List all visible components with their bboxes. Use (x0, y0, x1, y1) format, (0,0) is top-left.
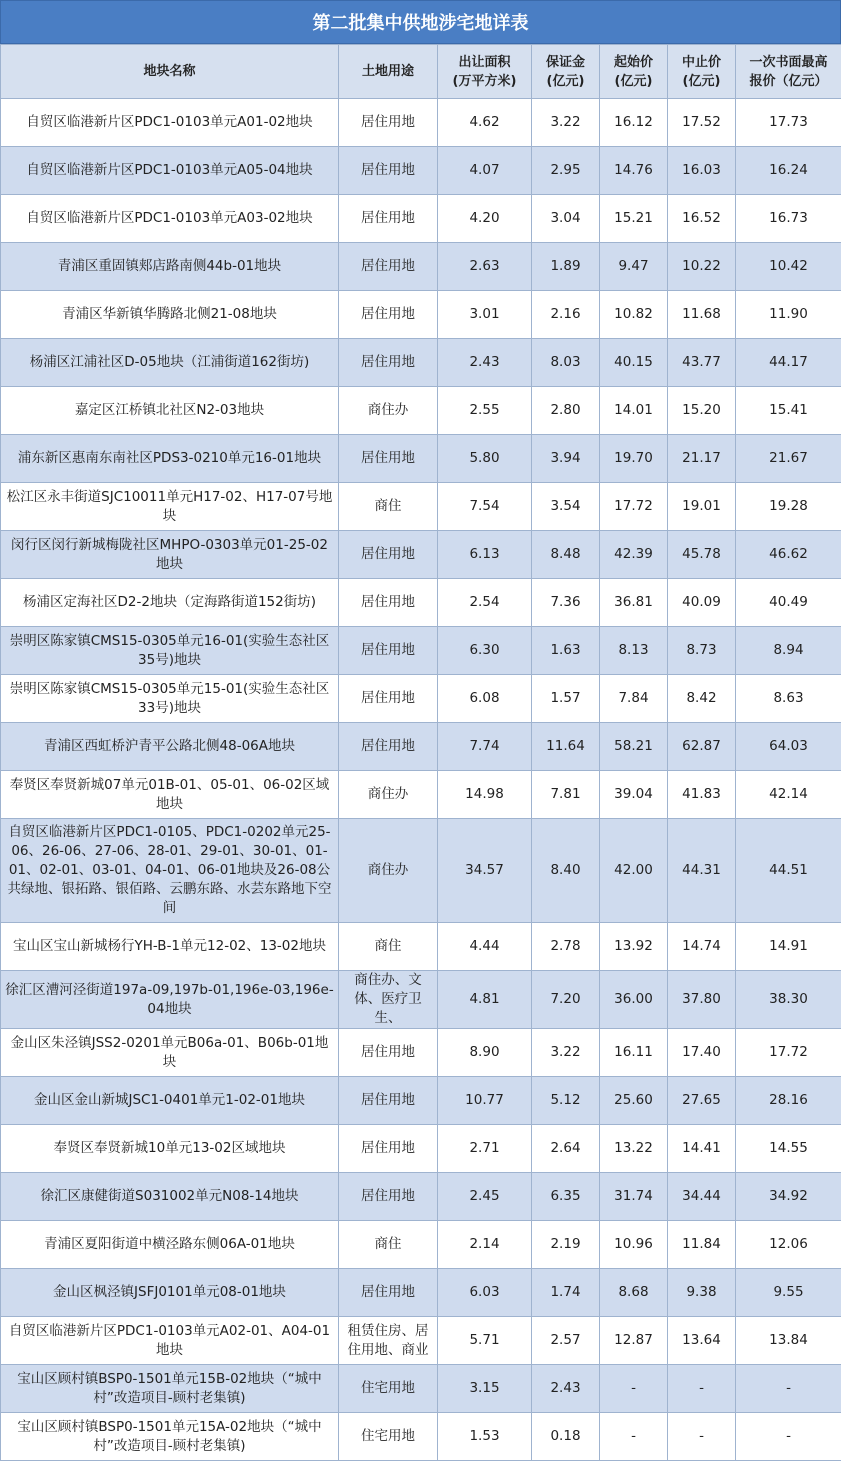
table-row (1, 579, 841, 627)
cell-cap-price: 34.44 (668, 1173, 736, 1221)
cell-top-bid: 34.92 (736, 1173, 841, 1221)
cell-top-bid: - (736, 1413, 841, 1461)
cell-cap-price: 37.80 (668, 971, 736, 1029)
cell-plot-name: 青浦区重固镇郏店路南侧44b-01地块 (1, 243, 339, 291)
land-table (0, 44, 841, 1461)
cell-top-bid: 44.17 (736, 339, 841, 387)
table-row (1, 971, 841, 1029)
cell-land-use: 居住用地 (339, 1077, 438, 1125)
cell-deposit: 3.22 (532, 1029, 600, 1077)
cell-deposit: 2.19 (532, 1221, 600, 1269)
cell-deposit: 5.12 (532, 1077, 600, 1125)
table-row (1, 99, 841, 147)
cell-start-price: 14.01 (600, 387, 668, 435)
cell-deposit: 6.35 (532, 1173, 600, 1221)
cell-cap-price: 44.31 (668, 819, 736, 923)
cell-top-bid: 21.67 (736, 435, 841, 483)
cell-deposit: 1.74 (532, 1269, 600, 1317)
cell-plot-name: 奉贤区奉贤新城07单元01B-01、05-01、06-02区域地块 (1, 771, 339, 819)
table-row (1, 435, 841, 483)
table-row (1, 1269, 841, 1317)
cell-plot-name: 浦东新区惠南东南社区PDS3-0210单元16-01地块 (1, 435, 339, 483)
cell-start-price: 17.72 (600, 483, 668, 531)
table-row (1, 1221, 841, 1269)
cell-plot-name: 崇明区陈家镇CMS15-0305单元15-01(实验生态社区33号)地块 (1, 675, 339, 723)
cell-land-use: 居住用地 (339, 195, 438, 243)
cell-top-bid: 10.42 (736, 243, 841, 291)
cell-start-price: 19.70 (600, 435, 668, 483)
cell-cap-price: 8.73 (668, 627, 736, 675)
cell-area: 5.71 (438, 1317, 532, 1365)
cell-top-bid: 12.06 (736, 1221, 841, 1269)
cell-area: 2.71 (438, 1125, 532, 1173)
cell-top-bid: 40.49 (736, 579, 841, 627)
cell-plot-name: 崇明区陈家镇CMS15-0305单元16-01(实验生态社区35号)地块 (1, 627, 339, 675)
cell-land-use: 租赁住房、居住用地、商业 (339, 1317, 438, 1365)
cell-start-price: 36.81 (600, 579, 668, 627)
cell-deposit: 2.16 (532, 291, 600, 339)
cell-cap-price: 62.87 (668, 723, 736, 771)
cell-deposit: 2.95 (532, 147, 600, 195)
cell-deposit: 2.80 (532, 387, 600, 435)
cell-deposit: 2.57 (532, 1317, 600, 1365)
header-land-use: 土地用途 (339, 45, 438, 99)
cell-land-use: 居住用地 (339, 1125, 438, 1173)
cell-area: 34.57 (438, 819, 532, 923)
cell-plot-name: 徐汇区康健街道S031002单元N08-14地块 (1, 1173, 339, 1221)
cell-land-use: 居住用地 (339, 1269, 438, 1317)
cell-area: 7.74 (438, 723, 532, 771)
header-row (1, 45, 841, 99)
cell-cap-price: 10.22 (668, 243, 736, 291)
cell-land-use: 居住用地 (339, 147, 438, 195)
cell-area: 4.20 (438, 195, 532, 243)
cell-top-bid: 46.62 (736, 531, 841, 579)
table-row (1, 1365, 841, 1413)
cell-top-bid: 9.55 (736, 1269, 841, 1317)
cell-deposit: 0.18 (532, 1413, 600, 1461)
table-row (1, 1029, 841, 1077)
cell-land-use: 住宅用地 (339, 1413, 438, 1461)
cell-area: 2.14 (438, 1221, 532, 1269)
cell-area: 6.13 (438, 531, 532, 579)
cell-land-use: 商住办 (339, 819, 438, 923)
cell-cap-price: 17.52 (668, 99, 736, 147)
cell-plot-name: 徐汇区漕河泾街道197a-09,197b-01,196e-03,196e-04地块 (1, 971, 339, 1029)
table-row (1, 627, 841, 675)
cell-area: 14.98 (438, 771, 532, 819)
cell-deposit: 8.03 (532, 339, 600, 387)
cell-deposit: 3.04 (532, 195, 600, 243)
cell-cap-price: - (668, 1413, 736, 1461)
cell-cap-price: - (668, 1365, 736, 1413)
cell-area: 2.43 (438, 339, 532, 387)
cell-start-price: - (600, 1413, 668, 1461)
table-title: 第二批集中供地涉宅地详表 (0, 0, 841, 44)
cell-top-bid: 44.51 (736, 819, 841, 923)
cell-area: 2.55 (438, 387, 532, 435)
header-plot-name: 地块名称 (1, 45, 339, 99)
cell-cap-price: 9.38 (668, 1269, 736, 1317)
table-row (1, 531, 841, 579)
cell-start-price: 36.00 (600, 971, 668, 1029)
cell-cap-price: 15.20 (668, 387, 736, 435)
cell-top-bid: 8.94 (736, 627, 841, 675)
cell-plot-name: 自贸区临港新片区PDC1-0105、PDC1-0202单元25-06、26-06、27-06、28-01、29-01、30-01、01-01、02-01、03-01、04-01、06-01地块及26-08公共绿地、银拓路、银佰路、云鹏东路、水芸东路地下空间 (1, 819, 339, 923)
cell-deposit: 1.63 (532, 627, 600, 675)
cell-top-bid: 17.73 (736, 99, 841, 147)
table-row (1, 387, 841, 435)
cell-plot-name: 宝山区宝山新城杨行YH-B-1单元12-02、13-02地块 (1, 923, 339, 971)
cell-top-bid: 42.14 (736, 771, 841, 819)
table-row (1, 147, 841, 195)
cell-plot-name: 金山区金山新城JSC1-0401单元1-02-01地块 (1, 1077, 339, 1125)
cell-cap-price: 11.68 (668, 291, 736, 339)
cell-deposit: 3.94 (532, 435, 600, 483)
cell-land-use: 居住用地 (339, 339, 438, 387)
cell-plot-name: 杨浦区定海社区D2-2地块（定海路街道152街坊) (1, 579, 339, 627)
cell-start-price: 16.11 (600, 1029, 668, 1077)
cell-cap-price: 16.03 (668, 147, 736, 195)
cell-plot-name: 闵行区闵行新城梅陇社区MHPO-0303单元01-25-02地块 (1, 531, 339, 579)
table-row (1, 291, 841, 339)
cell-deposit: 2.78 (532, 923, 600, 971)
cell-area: 4.44 (438, 923, 532, 971)
cell-top-bid: 16.73 (736, 195, 841, 243)
cell-plot-name: 宝山区顾村镇BSP0-1501单元15B-02地块（“城中村”改造项目-顾村老集镇) (1, 1365, 339, 1413)
table-row (1, 675, 841, 723)
cell-cap-price: 14.41 (668, 1125, 736, 1173)
cell-top-bid: 8.63 (736, 675, 841, 723)
cell-land-use: 商住办 (339, 771, 438, 819)
cell-deposit: 8.48 (532, 531, 600, 579)
cell-start-price: 58.21 (600, 723, 668, 771)
cell-plot-name: 自贸区临港新片区PDC1-0103单元A01-02地块 (1, 99, 339, 147)
cell-top-bid: 38.30 (736, 971, 841, 1029)
cell-land-use: 居住用地 (339, 627, 438, 675)
header-deposit: 保证金 (亿元) (532, 45, 600, 99)
table-row (1, 339, 841, 387)
cell-start-price: 13.92 (600, 923, 668, 971)
cell-start-price: 12.87 (600, 1317, 668, 1365)
cell-land-use: 商住办 (339, 387, 438, 435)
cell-land-use: 居住用地 (339, 579, 438, 627)
cell-plot-name: 金山区朱泾镇JSS2-0201单元B06a-01、B06b-01地块 (1, 1029, 339, 1077)
table-row (1, 923, 841, 971)
cell-top-bid: 16.24 (736, 147, 841, 195)
cell-deposit: 7.36 (532, 579, 600, 627)
cell-start-price: 8.13 (600, 627, 668, 675)
cell-plot-name: 杨浦区江浦社区D-05地块（江浦街道162街坊) (1, 339, 339, 387)
cell-land-use: 居住用地 (339, 435, 438, 483)
cell-area: 4.62 (438, 99, 532, 147)
cell-land-use: 住宅用地 (339, 1365, 438, 1413)
cell-deposit: 11.64 (532, 723, 600, 771)
cell-start-price: 31.74 (600, 1173, 668, 1221)
cell-area: 6.08 (438, 675, 532, 723)
header-area: 出让面积 (万平方米) (438, 45, 532, 99)
cell-cap-price: 17.40 (668, 1029, 736, 1077)
cell-deposit: 7.81 (532, 771, 600, 819)
cell-area: 2.54 (438, 579, 532, 627)
cell-deposit: 8.40 (532, 819, 600, 923)
cell-land-use: 居住用地 (339, 291, 438, 339)
cell-deposit: 2.64 (532, 1125, 600, 1173)
cell-land-use: 居住用地 (339, 675, 438, 723)
cell-cap-price: 8.42 (668, 675, 736, 723)
table-row (1, 1317, 841, 1365)
table-row (1, 723, 841, 771)
cell-top-bid: 14.91 (736, 923, 841, 971)
cell-start-price: 42.00 (600, 819, 668, 923)
cell-top-bid: 64.03 (736, 723, 841, 771)
header-cap-price: 中止价 (亿元) (668, 45, 736, 99)
cell-deposit: 3.54 (532, 483, 600, 531)
cell-area: 2.45 (438, 1173, 532, 1221)
cell-area: 1.53 (438, 1413, 532, 1461)
cell-start-price: 7.84 (600, 675, 668, 723)
cell-plot-name: 自贸区临港新片区PDC1-0103单元A05-04地块 (1, 147, 339, 195)
cell-start-price: 42.39 (600, 531, 668, 579)
cell-deposit: 2.43 (532, 1365, 600, 1413)
cell-deposit: 7.20 (532, 971, 600, 1029)
cell-area: 10.77 (438, 1077, 532, 1125)
table-row (1, 1125, 841, 1173)
cell-area: 6.03 (438, 1269, 532, 1317)
cell-plot-name: 青浦区华新镇华腾路北侧21-08地块 (1, 291, 339, 339)
cell-cap-price: 27.65 (668, 1077, 736, 1125)
cell-plot-name: 奉贤区奉贤新城10单元13-02区域地块 (1, 1125, 339, 1173)
cell-cap-price: 45.78 (668, 531, 736, 579)
cell-cap-price: 16.52 (668, 195, 736, 243)
cell-area: 2.63 (438, 243, 532, 291)
cell-land-use: 居住用地 (339, 99, 438, 147)
cell-start-price: - (600, 1365, 668, 1413)
table-row (1, 1173, 841, 1221)
cell-area: 7.54 (438, 483, 532, 531)
cell-start-price: 39.04 (600, 771, 668, 819)
cell-start-price: 15.21 (600, 195, 668, 243)
cell-top-bid: 19.28 (736, 483, 841, 531)
cell-area: 4.81 (438, 971, 532, 1029)
cell-deposit: 1.57 (532, 675, 600, 723)
cell-plot-name: 金山区枫泾镇JSFJ0101单元08-01地块 (1, 1269, 339, 1317)
cell-plot-name: 自贸区临港新片区PDC1-0103单元A03-02地块 (1, 195, 339, 243)
cell-cap-price: 19.01 (668, 483, 736, 531)
cell-start-price: 40.15 (600, 339, 668, 387)
cell-top-bid: 17.72 (736, 1029, 841, 1077)
cell-area: 3.01 (438, 291, 532, 339)
cell-start-price: 25.60 (600, 1077, 668, 1125)
cell-start-price: 10.82 (600, 291, 668, 339)
table-row (1, 243, 841, 291)
header-top-bid: 一次书面最高 报价（亿元） (736, 45, 841, 99)
cell-plot-name: 自贸区临港新片区PDC1-0103单元A02-01、A04-01地块 (1, 1317, 339, 1365)
cell-area: 8.90 (438, 1029, 532, 1077)
cell-start-price: 16.12 (600, 99, 668, 147)
cell-start-price: 9.47 (600, 243, 668, 291)
cell-plot-name: 青浦区西虹桥沪青平公路北侧48-06A地块 (1, 723, 339, 771)
cell-plot-name: 青浦区夏阳街道中横泾路东侧06A-01地块 (1, 1221, 339, 1269)
cell-top-bid: 14.55 (736, 1125, 841, 1173)
cell-top-bid: 11.90 (736, 291, 841, 339)
header-start-price: 起始价 (亿元) (600, 45, 668, 99)
cell-start-price: 8.68 (600, 1269, 668, 1317)
cell-deposit: 3.22 (532, 99, 600, 147)
cell-land-use: 商住办、文体、医疗卫生、 (339, 971, 438, 1029)
cell-start-price: 13.22 (600, 1125, 668, 1173)
cell-start-price: 14.76 (600, 147, 668, 195)
cell-top-bid: - (736, 1365, 841, 1413)
cell-area: 6.30 (438, 627, 532, 675)
cell-start-price: 10.96 (600, 1221, 668, 1269)
cell-cap-price: 43.77 (668, 339, 736, 387)
cell-cap-price: 14.74 (668, 923, 736, 971)
cell-cap-price: 41.83 (668, 771, 736, 819)
cell-plot-name: 松江区永丰街道SJC10011单元H17-02、H17-07号地块 (1, 483, 339, 531)
cell-cap-price: 13.64 (668, 1317, 736, 1365)
cell-cap-price: 11.84 (668, 1221, 736, 1269)
cell-land-use: 居住用地 (339, 243, 438, 291)
cell-land-use: 居住用地 (339, 1029, 438, 1077)
cell-area: 3.15 (438, 1365, 532, 1413)
table-row (1, 1077, 841, 1125)
cell-area: 4.07 (438, 147, 532, 195)
table-row (1, 819, 841, 923)
cell-land-use: 居住用地 (339, 723, 438, 771)
cell-land-use: 商住 (339, 1221, 438, 1269)
cell-land-use: 商住 (339, 483, 438, 531)
cell-top-bid: 28.16 (736, 1077, 841, 1125)
cell-plot-name: 宝山区顾村镇BSP0-1501单元15A-02地块（“城中村”改造项目-顾村老集镇) (1, 1413, 339, 1461)
table-row (1, 771, 841, 819)
cell-land-use: 居住用地 (339, 531, 438, 579)
cell-area: 5.80 (438, 435, 532, 483)
cell-deposit: 1.89 (532, 243, 600, 291)
cell-cap-price: 21.17 (668, 435, 736, 483)
table-row (1, 1413, 841, 1461)
table-row (1, 195, 841, 243)
cell-plot-name: 嘉定区江桥镇北社区N2-03地块 (1, 387, 339, 435)
cell-land-use: 商住 (339, 923, 438, 971)
cell-land-use: 居住用地 (339, 1173, 438, 1221)
table-row (1, 483, 841, 531)
cell-cap-price: 40.09 (668, 579, 736, 627)
cell-top-bid: 15.41 (736, 387, 841, 435)
cell-top-bid: 13.84 (736, 1317, 841, 1365)
